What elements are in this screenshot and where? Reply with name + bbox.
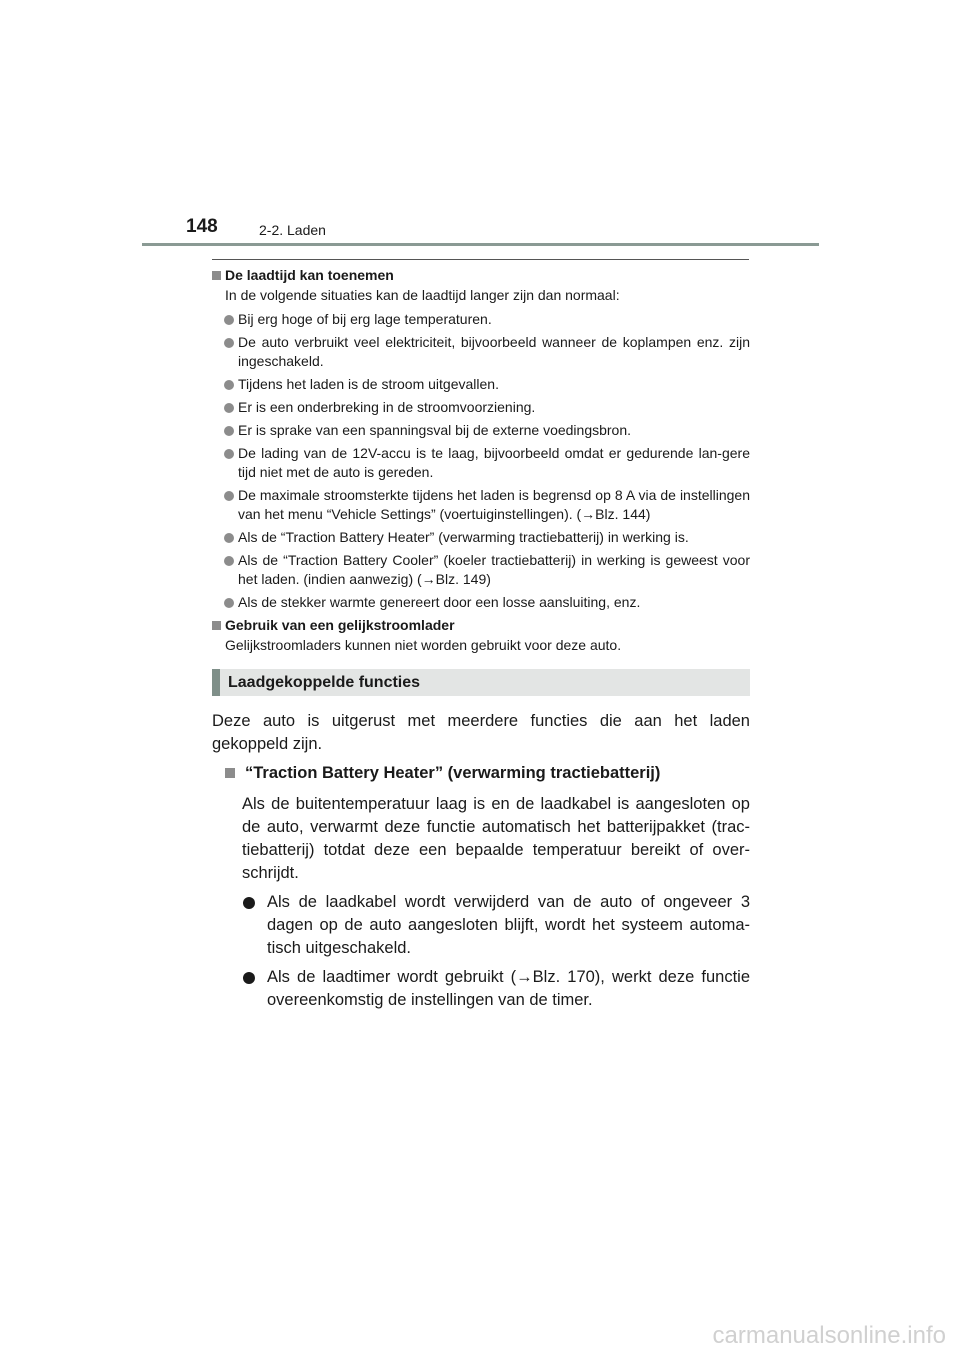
block-intro: In de volgende situaties kan de laadtijd langer zijn dan normaal:	[225, 287, 620, 303]
page-content	[212, 264, 750, 1012]
page-number: 148	[186, 216, 218, 237]
heading-text: Gebruik van een gelijkstroomlader	[225, 617, 455, 633]
list-item: De auto verbruikt veel elektriciteit, bijvoorbeeld wanneer de koplampen enz. zijn ingeschakeld.	[212, 333, 750, 371]
list-item: Als de “Traction Battery Heater” (verwarming tractiebatterij) in werking is.	[212, 528, 750, 547]
list-item: Bij erg hoge of bij erg lage temperaturen.	[212, 310, 750, 329]
list-item: Er is sprake van een spanningsval bij de externe voedingsbron.	[212, 421, 750, 440]
circle-bullet-icon	[224, 403, 234, 413]
section-title-box: Laadgekoppelde functies	[212, 669, 750, 696]
circle-bullet-icon	[224, 338, 234, 348]
content-divider	[212, 259, 749, 260]
list-item: Als de laadkabel wordt verwijderd van de auto of ongeveer 3 dagen op de auto aangesloten blijft, wordt het systeem automa-tisch uitgeschakeld.	[212, 891, 750, 960]
list-item: Als de laadtimer wordt gebruikt (→Blz. 170), werkt deze functie overeenkomstig de instellingen van de timer.	[212, 966, 750, 1012]
circle-bullet-icon	[224, 533, 234, 543]
block-text: Gelijkstroomladers kunnen niet worden gebruikt voor deze auto.	[225, 637, 622, 653]
section-intro: Deze auto is uitgerust met meerdere functies die aan het laden gekoppeld zijn.	[212, 712, 750, 753]
circle-bullet-icon	[224, 426, 234, 436]
list-item: De maximale stroomsterkte tijdens het laden is begrensd op 8 A via de instellingen van het menu “Vehicle Settings” (voertuiginstellingen). (→Blz. 144)	[212, 486, 750, 524]
circle-bullet-icon	[243, 972, 255, 984]
page-header	[0, 0, 960, 250]
bullet-list	[212, 310, 750, 612]
circle-bullet-icon	[224, 449, 234, 459]
subsection-body: Als de buitentemperatuur laag is en de laadkabel is aangesloten op de auto, verwarmt deze functie automatisch het batterijpakket (trac-tiebatterij) totdat deze een bepaalde temperatuur bereikt of over-schrijdt.	[242, 795, 750, 882]
list-item: Als de stekker warmte genereert door een losse aansluiting, enz.	[212, 593, 750, 612]
square-bullet-icon	[225, 768, 235, 778]
subsection-heading-text: “Traction Battery Heater” (verwarming tractiebatterij)	[245, 764, 661, 782]
list-item: Tijdens het laden is de stroom uitgevallen.	[212, 375, 750, 394]
heading-text: De laadtijd kan toenemen	[225, 267, 394, 283]
block-heading-dc-charger	[212, 616, 750, 635]
block-heading-charge-time	[212, 266, 750, 285]
list-item: Als de “Traction Battery Cooler” (koeler tractiebatterij) in werking is geweest voor het laden. (indien aanwezig) (→Blz. 149)	[212, 551, 750, 589]
circle-bullet-icon	[224, 380, 234, 390]
square-bullet-icon	[212, 271, 221, 280]
circle-bullet-icon	[224, 491, 234, 501]
circle-bullet-icon	[224, 556, 234, 566]
circle-bullet-icon	[224, 315, 234, 325]
square-bullet-icon	[212, 621, 221, 630]
header-divider	[142, 243, 819, 246]
section-label: 2-2. Laden	[259, 222, 326, 238]
watermark: carmanualsonline.info	[712, 1322, 946, 1349]
list-item: De lading van de 12V-accu is te laag, bijvoorbeeld omdat er gedurende lan-gere tijd niet met de auto is gereden.	[212, 444, 750, 482]
circle-bullet-icon	[243, 897, 255, 909]
circle-bullet-icon	[224, 598, 234, 608]
subsection-heading	[212, 762, 750, 785]
list-item: Er is een onderbreking in de stroomvoorziening.	[212, 398, 750, 417]
